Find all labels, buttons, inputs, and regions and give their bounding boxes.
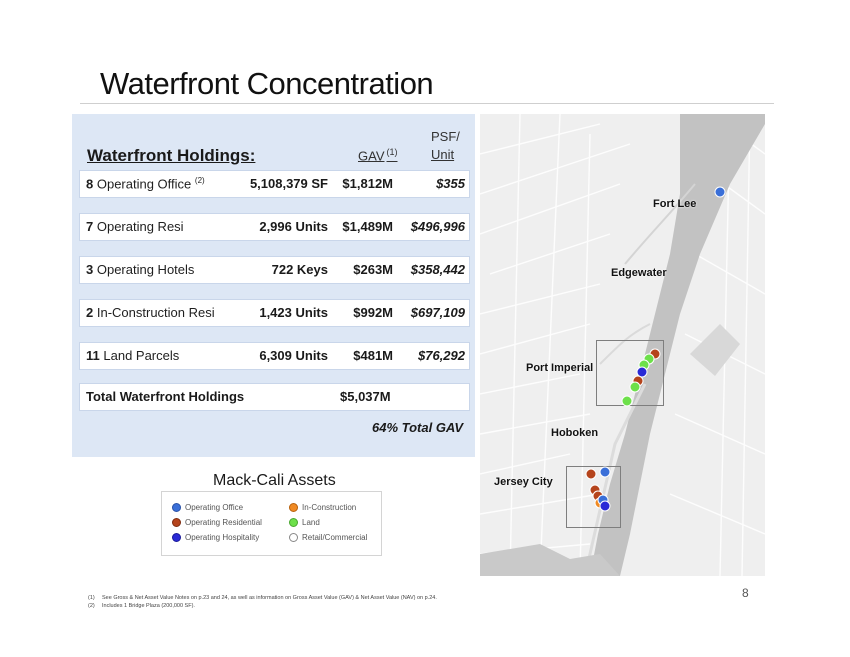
holding-row-operating-office (79, 170, 470, 198)
map-pin-operating-office[interactable] (600, 467, 611, 478)
map-pin-land[interactable] (630, 382, 641, 393)
holding-psf: $355 (436, 176, 465, 191)
holdings-heading: Waterfront Holdings: (87, 146, 256, 165)
holding-gav: $1,812M (342, 176, 393, 191)
holding-quantity: 5,108,379 SF (249, 176, 328, 191)
holding-count: 8 (86, 176, 94, 192)
total-gav-percent: 64% Total GAV (372, 420, 464, 435)
gav-column-header (358, 147, 398, 163)
map-label-jersey-city: Jersey City (494, 476, 553, 488)
operating-hospitality-dot-icon (172, 533, 181, 542)
legend-item-retail-commercial (289, 533, 367, 542)
title-divider (80, 103, 774, 104)
asset-legend (161, 491, 382, 556)
holding-psf: $697,109 (410, 305, 465, 320)
waterfront-map[interactable] (480, 114, 765, 576)
holding-label: Operating Hotels (96, 262, 195, 277)
holding-name (86, 348, 179, 363)
footnote-text: See Gross & Net Asset Value Notes on p.23 and 24, as well as information on Gross Asset Value (GAV) & Net Asset Value (NAV) on p.24. (102, 595, 437, 601)
holding-label: Operating Resi (96, 219, 184, 234)
legend-item-operating-office (172, 503, 243, 512)
holding-label: Operating Office (96, 176, 192, 192)
map-pin-operating-residential[interactable] (586, 469, 597, 480)
footnote-text: Includes 1 Bridge Plaza (200,000 SF). (102, 603, 195, 609)
footnote-1 (88, 594, 437, 602)
map-pin-operating-office[interactable] (715, 187, 726, 198)
legend-item-land (289, 518, 320, 527)
psf-header-line2: Unit (431, 147, 455, 162)
holding-quantity: 2,996 Units (259, 219, 328, 234)
map-label-hoboken: Hoboken (551, 427, 599, 439)
psf-header-line1: PSF/ (431, 129, 460, 144)
legend-label: Operating Office (185, 503, 244, 512)
holding-psf: $496,996 (410, 219, 465, 234)
holding-quantity: 722 Keys (271, 262, 328, 277)
map-pin-operating-hospitality[interactable] (600, 501, 611, 512)
retail-commercial-ring-icon (289, 533, 298, 542)
holding-gav: $992M (353, 305, 393, 320)
holding-name (86, 219, 184, 234)
holding-gav: $263M (353, 262, 393, 277)
gav-header-note: (1) (386, 147, 398, 157)
holding-note: (2) (194, 176, 205, 185)
map-label-edgewater: Edgewater (611, 267, 667, 279)
total-holdings-gav: $5,037M (340, 389, 391, 404)
legend-item-in-construction (289, 503, 356, 512)
map-label-port-imperial: Port Imperial (526, 362, 594, 374)
holding-count: 3 (86, 262, 94, 277)
footnotes (88, 594, 437, 610)
holding-name (86, 262, 194, 277)
gav-header-label: GAV (358, 148, 385, 164)
land-dot-icon (289, 518, 298, 527)
holding-psf: $76,292 (418, 348, 465, 363)
total-holdings-label: Total Waterfront Holdings (86, 389, 245, 404)
legend-item-operating-residential (172, 518, 262, 527)
holding-row-land-parcels (79, 342, 470, 370)
holding-name (86, 176, 205, 191)
holding-quantity: 1,423 Units (259, 305, 328, 320)
footnote-number: (1) (88, 595, 95, 601)
footnote-2 (88, 602, 437, 610)
legend-title: Mack-Cali Assets (213, 472, 336, 489)
map-label-fort-lee: Fort Lee (653, 198, 697, 210)
legend-label: Land (302, 518, 320, 527)
holding-quantity: 6,309 Units (259, 348, 328, 363)
holding-count: 2 (86, 305, 94, 320)
holding-row-operating-hotels (79, 256, 470, 284)
in-construction-dot-icon (289, 503, 298, 512)
legend-label: Operating Hospitality (185, 533, 260, 542)
holding-name (86, 305, 215, 320)
legend-label: Retail/Commercial (302, 533, 368, 542)
footnote-number: (2) (88, 603, 95, 609)
page-title: Waterfront Concentration (100, 66, 434, 101)
legend-label: In-Construction (302, 503, 357, 512)
page-number: 8 (742, 586, 749, 600)
map-pin-land[interactable] (622, 396, 633, 407)
psf-column-header (431, 128, 460, 164)
holding-gav: $481M (353, 348, 393, 363)
operating-residential-dot-icon (172, 518, 181, 527)
holding-row-operating-resi (79, 213, 470, 241)
legend-item-operating-hospitality (172, 533, 259, 542)
holding-label: In-Construction Resi (96, 305, 215, 320)
operating-office-dot-icon (172, 503, 181, 512)
holding-count: 7 (86, 219, 94, 234)
holding-psf: $358,442 (410, 262, 465, 277)
holding-gav: $1,489M (342, 219, 393, 234)
holding-label: Land Parcels (103, 348, 180, 363)
legend-label: Operating Residential (185, 518, 262, 527)
holding-count: 11 (86, 348, 100, 363)
holding-row-in-construction-resi (79, 299, 470, 327)
